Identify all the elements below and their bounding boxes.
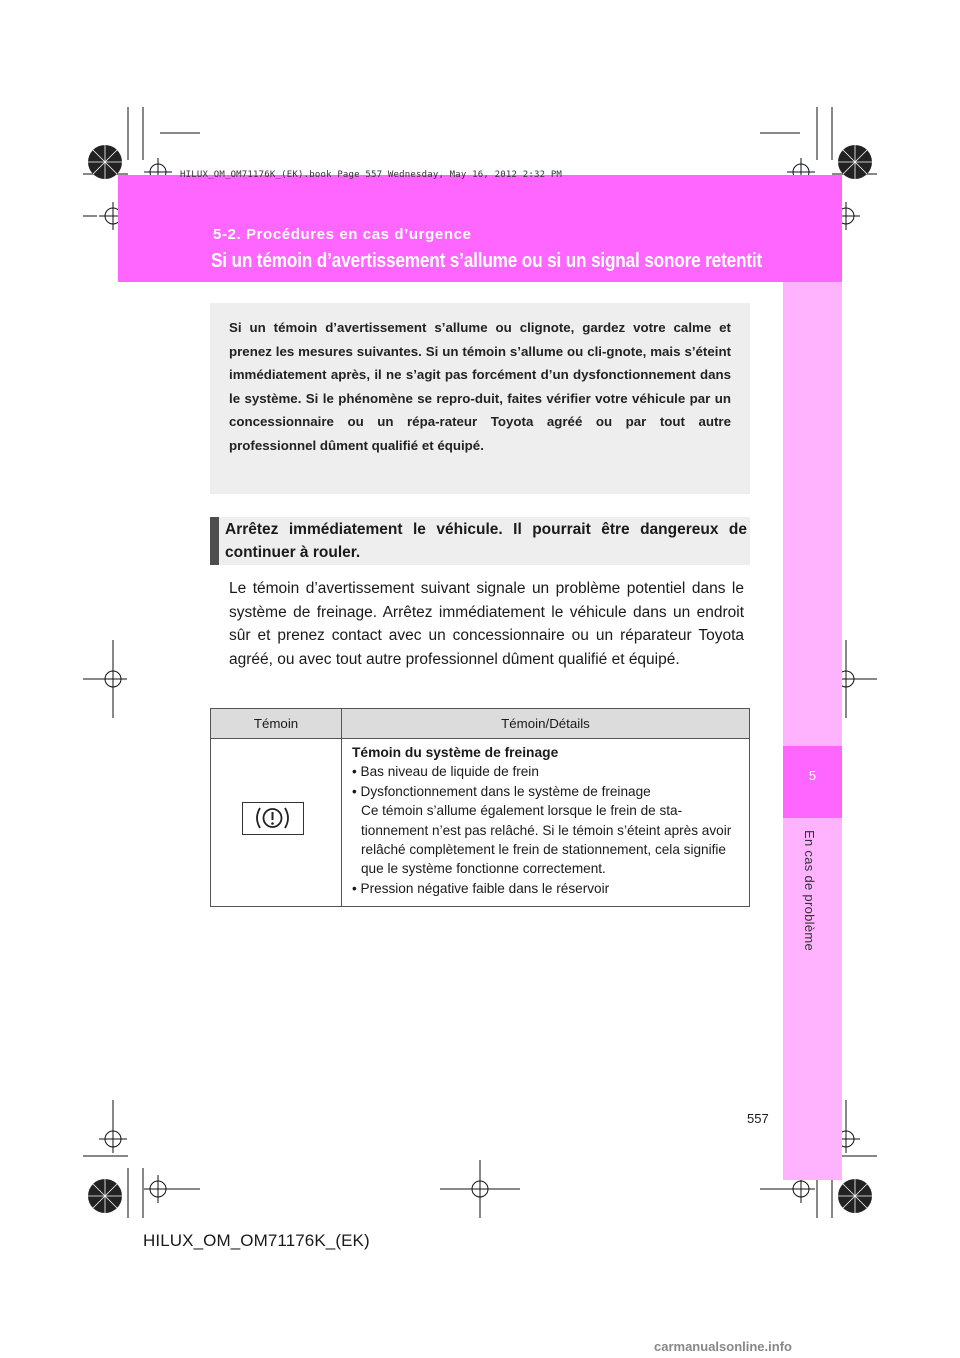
details-cell xyxy=(342,739,750,907)
page-title: Si un témoin d’avertissement s’allume ou si un signal sonore retentit xyxy=(211,250,763,272)
detail-title: Témoin du système de freinage xyxy=(352,745,559,760)
icon-cell xyxy=(211,739,342,907)
watermark: carmanualsonline.info xyxy=(654,1339,792,1354)
detail-item: • Bas niveau de liquide de frein xyxy=(352,764,539,780)
intro-text: Si un témoin d’avertissement s’allume ou clignote, gardez votre calme et prenez les mesures suivantes. Si un témoin s’allume ou cli-gnote, mais s’éteint immédiatement après, il ne s’agit pas forcément d’un dysfonctionnement dans le système. Si le phénomène se repro-duit, faites vérifier votre véhicule par un concessionnaire ou un répa-rateur Toyota agréé ou par tout autre professionnel dûment qualifié et équipé. xyxy=(229,320,731,453)
chapter-title: En cas de problème xyxy=(802,830,817,952)
page-number: 557 xyxy=(747,1111,769,1126)
warning-light-table xyxy=(210,708,750,907)
column-header-details: Témoin/Détails xyxy=(342,709,750,739)
section-label: 5-2. Procédures en cas d’urgence xyxy=(213,226,472,243)
footer-code: HILUX_OM_OM71176K_(EK) xyxy=(143,1231,370,1250)
side-tab-strip xyxy=(783,282,842,1180)
detail-item: • Dysfonctionnement dans le système de freinage xyxy=(352,783,651,799)
book-info: HILUX_OM_OM71176K_(EK).book Page 557 Wednesday, May 16, 2012 2:32 PM xyxy=(180,170,563,180)
detail-item: • Pression négative faible dans le réservoir xyxy=(352,880,610,896)
table-header-row xyxy=(211,709,750,739)
chapter-number: 5 xyxy=(808,768,817,783)
brake-warning-icon xyxy=(242,802,304,835)
table-row xyxy=(211,739,750,907)
warning-heading: Arrêtez immédiatement le véhicule. Il pourrait être dangereux de continuer à rouler. xyxy=(225,521,747,561)
column-header-temoin: Témoin xyxy=(211,709,342,739)
brake-warning-glyph xyxy=(243,803,302,833)
warning-heading-bar xyxy=(210,517,219,565)
body-paragraph: Le témoin d’avertissement suivant signale un problème potentiel dans le système de freinage. Arrêtez immédiatement le véhicule dans un endroit sûr et prenez contact avec un concessionnaire ou un réparateur Toyota agréé, ou avec tout autre professionnel dûment qualifié et équipé. xyxy=(229,580,744,668)
detail-note: Ce témoin s’allume également lorsque le frein de sta-tionnement n’est pas relâché. Si le témoin s’éteint après avoir relâché complètement le frein de stationnement, cela signifie que le système fonctionne correctement. xyxy=(361,803,732,877)
